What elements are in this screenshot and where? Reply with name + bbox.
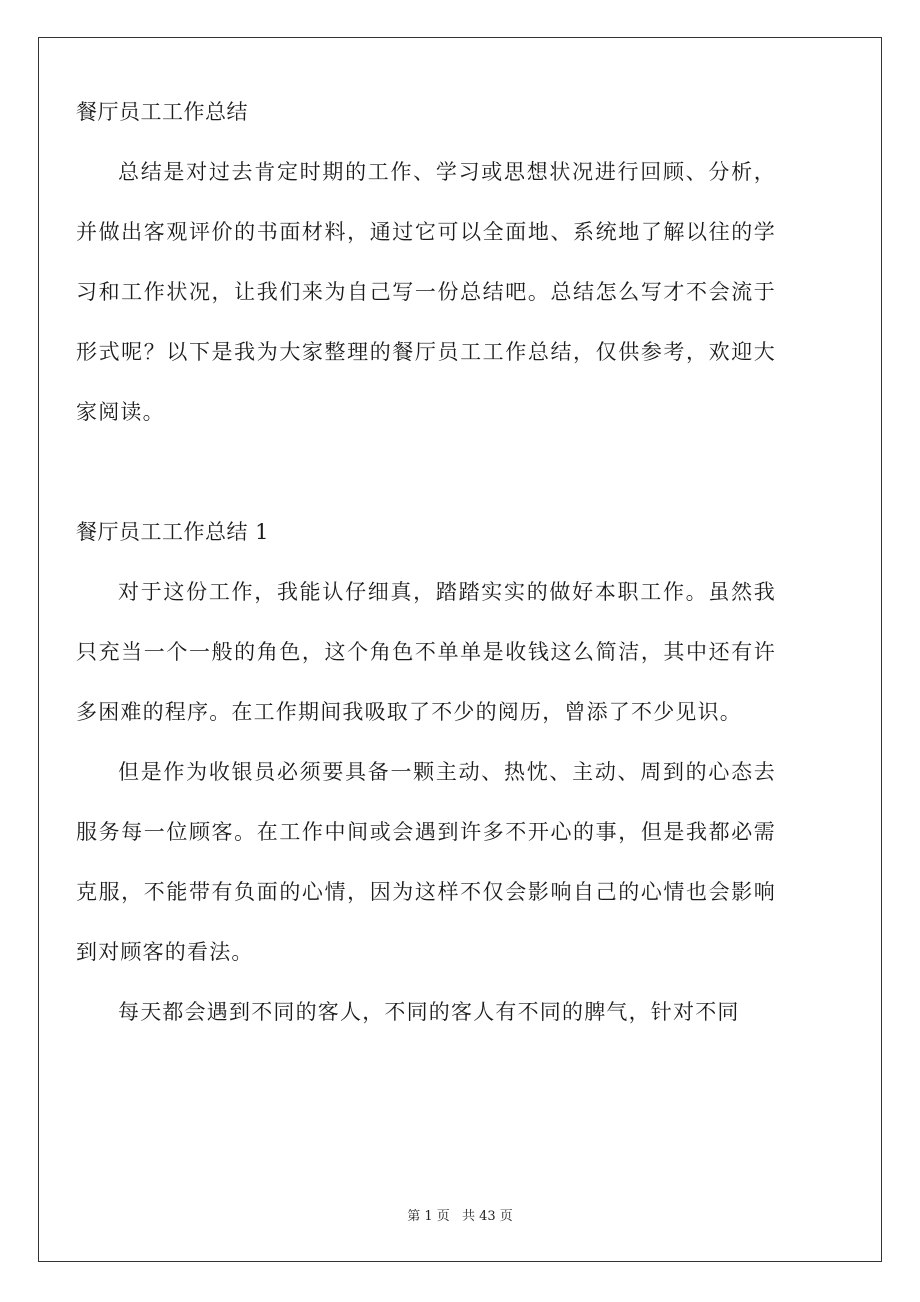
section-title: 餐厅员工工作总结 1 bbox=[76, 520, 270, 544]
body-paragraph: 但是作为收银员必须要具备一颗主动、热忱、主动、周到的心态去服务每一位顾客。在工作中间或会遇到许多不开心的事，但是我都必需克服，不能带有负面的心情，因为这样不仅会影响自己的心情也会影响到对顾客的看法。 bbox=[76, 760, 776, 964]
document-title: 餐厅员工工作总结 bbox=[76, 100, 248, 124]
intro-paragraph: 总结是对过去肯定时期的工作、学习或思想状况进行回顾、分析，并做出客观评价的书面材料，通过它可以全面地、系统地了解以往的学习和工作状况，让我们来为自己写一份总结吧。总结怎么写才不会流于形式呢？以下是我为大家整理的餐厅员工工作总结，仅供参考，欢迎大家阅读。 bbox=[76, 160, 776, 424]
body-paragraph: 每天都会遇到不同的客人，不同的客人有不同的脾气，针对不同 bbox=[118, 1000, 740, 1024]
document-body bbox=[76, 82, 776, 1042]
page-total: 共 43 页 bbox=[461, 1209, 513, 1224]
page-footer bbox=[0, 1205, 920, 1224]
body-paragraph: 对于这份工作，我能认仔细真，踏踏实实的做好本职工作。虽然我只充当一个一般的角色，这个角色不单单是收钱这么简洁，其中还有许多困难的程序。在工作期间我吸取了不少的阅历，曾添了不少见识。 bbox=[76, 580, 776, 724]
section-spacer bbox=[76, 442, 776, 502]
page-number: 第 1 页 bbox=[407, 1209, 450, 1224]
